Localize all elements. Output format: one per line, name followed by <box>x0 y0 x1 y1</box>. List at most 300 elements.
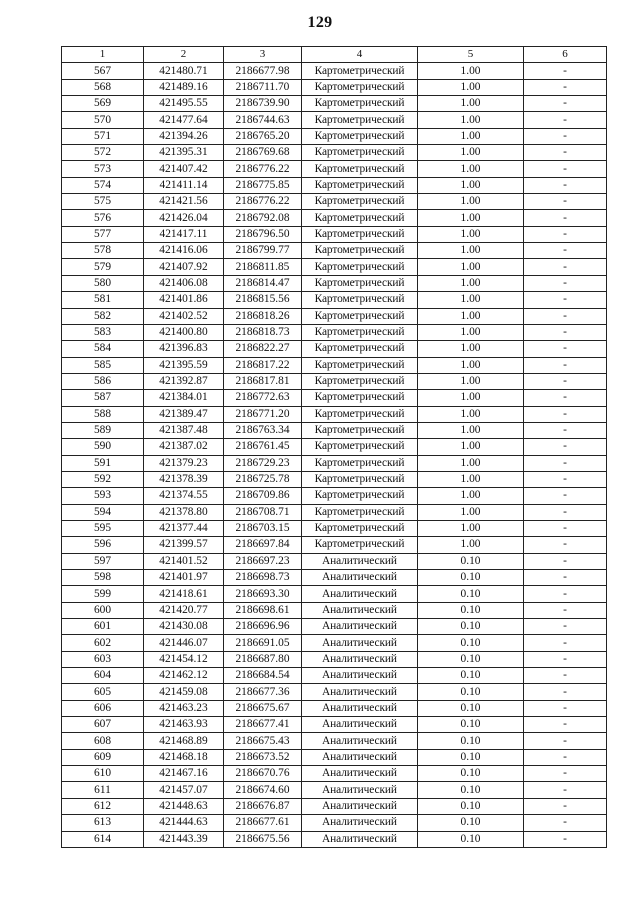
table-row <box>62 161 607 177</box>
y-coordinate-cell: 2186696.96 <box>224 619 302 635</box>
method-cell: Аналитический <box>302 684 418 700</box>
note-cell: - <box>524 749 607 765</box>
point-number-cell: 587 <box>62 390 144 406</box>
table-row <box>62 668 607 684</box>
y-coordinate-cell: 2186776.22 <box>224 194 302 210</box>
y-coordinate-cell: 2186675.56 <box>224 831 302 847</box>
accuracy-cell: 1.00 <box>418 79 524 95</box>
note-cell: - <box>524 96 607 112</box>
point-number-cell: 613 <box>62 815 144 831</box>
point-number-cell: 588 <box>62 406 144 422</box>
method-cell: Аналитический <box>302 717 418 733</box>
method-cell: Картометрический <box>302 210 418 226</box>
table-row <box>62 390 607 406</box>
y-coordinate-cell: 2186818.73 <box>224 324 302 340</box>
y-coordinate-cell: 2186677.61 <box>224 815 302 831</box>
note-cell: - <box>524 504 607 520</box>
x-coordinate-cell: 421446.07 <box>144 635 224 651</box>
table-row <box>62 749 607 765</box>
x-coordinate-cell: 421495.55 <box>144 96 224 112</box>
note-cell: - <box>524 439 607 455</box>
table-row <box>62 96 607 112</box>
x-coordinate-cell: 421377.44 <box>144 520 224 536</box>
method-cell: Аналитический <box>302 700 418 716</box>
table-row <box>62 63 607 79</box>
point-number-cell: 602 <box>62 635 144 651</box>
point-number-cell: 573 <box>62 161 144 177</box>
method-cell: Картометрический <box>302 63 418 79</box>
accuracy-cell: 0.10 <box>418 684 524 700</box>
note-cell: - <box>524 602 607 618</box>
accuracy-cell: 1.00 <box>418 504 524 520</box>
accuracy-cell: 1.00 <box>418 243 524 259</box>
x-coordinate-cell: 421459.08 <box>144 684 224 700</box>
point-number-cell: 614 <box>62 831 144 847</box>
accuracy-cell: 1.00 <box>418 177 524 193</box>
method-cell: Аналитический <box>302 570 418 586</box>
table-row <box>62 570 607 586</box>
point-number-cell: 568 <box>62 79 144 95</box>
note-cell: - <box>524 243 607 259</box>
accuracy-cell: 0.10 <box>418 717 524 733</box>
table-row <box>62 145 607 161</box>
table-row <box>62 226 607 242</box>
point-number-cell: 605 <box>62 684 144 700</box>
table-row <box>62 520 607 536</box>
table-row <box>62 602 607 618</box>
method-cell: Картометрический <box>302 439 418 455</box>
method-cell: Картометрический <box>302 488 418 504</box>
y-coordinate-cell: 2186709.86 <box>224 488 302 504</box>
accuracy-cell: 1.00 <box>418 488 524 504</box>
point-number-cell: 590 <box>62 439 144 455</box>
y-coordinate-cell: 2186811.85 <box>224 259 302 275</box>
method-cell: Картометрический <box>302 390 418 406</box>
point-number-cell: 580 <box>62 275 144 291</box>
method-cell: Картометрический <box>302 520 418 536</box>
point-number-cell: 597 <box>62 553 144 569</box>
table-row <box>62 341 607 357</box>
point-number-cell: 583 <box>62 324 144 340</box>
x-coordinate-cell: 421401.97 <box>144 570 224 586</box>
table-row <box>62 439 607 455</box>
accuracy-cell: 0.10 <box>418 733 524 749</box>
x-coordinate-cell: 421480.71 <box>144 63 224 79</box>
note-cell: - <box>524 782 607 798</box>
method-cell: Аналитический <box>302 831 418 847</box>
y-coordinate-cell: 2186725.78 <box>224 471 302 487</box>
accuracy-cell: 1.00 <box>418 308 524 324</box>
table-row <box>62 210 607 226</box>
accuracy-cell: 1.00 <box>418 275 524 291</box>
accuracy-cell: 0.10 <box>418 635 524 651</box>
accuracy-cell: 1.00 <box>418 112 524 128</box>
accuracy-cell: 0.10 <box>418 570 524 586</box>
method-cell: Картометрический <box>302 243 418 259</box>
x-coordinate-cell: 421426.04 <box>144 210 224 226</box>
point-number-cell: 572 <box>62 145 144 161</box>
note-cell: - <box>524 145 607 161</box>
method-cell: Картометрический <box>302 308 418 324</box>
method-cell: Аналитический <box>302 602 418 618</box>
method-cell: Аналитический <box>302 635 418 651</box>
y-coordinate-cell: 2186765.20 <box>224 128 302 144</box>
point-number-cell: 592 <box>62 471 144 487</box>
method-cell: Картометрический <box>302 455 418 471</box>
note-cell: - <box>524 194 607 210</box>
header-cell: 5 <box>418 47 524 63</box>
table-row <box>62 259 607 275</box>
x-coordinate-cell: 421384.01 <box>144 390 224 406</box>
point-number-cell: 581 <box>62 292 144 308</box>
x-coordinate-cell: 421468.18 <box>144 749 224 765</box>
table-row <box>62 275 607 291</box>
point-number-cell: 594 <box>62 504 144 520</box>
method-cell: Аналитический <box>302 553 418 569</box>
note-cell: - <box>524 455 607 471</box>
accuracy-cell: 0.10 <box>418 782 524 798</box>
x-coordinate-cell: 421400.80 <box>144 324 224 340</box>
header-cell: 3 <box>224 47 302 63</box>
table-row <box>62 471 607 487</box>
note-cell: - <box>524 733 607 749</box>
note-cell: - <box>524 341 607 357</box>
method-cell: Картометрический <box>302 471 418 487</box>
accuracy-cell: 0.10 <box>418 651 524 667</box>
point-number-cell: 606 <box>62 700 144 716</box>
y-coordinate-cell: 2186691.05 <box>224 635 302 651</box>
table-row <box>62 586 607 602</box>
y-coordinate-cell: 2186775.85 <box>224 177 302 193</box>
header-cell: 6 <box>524 47 607 63</box>
y-coordinate-cell: 2186776.22 <box>224 161 302 177</box>
note-cell: - <box>524 815 607 831</box>
method-cell: Аналитический <box>302 619 418 635</box>
note-cell: - <box>524 684 607 700</box>
accuracy-cell: 0.10 <box>418 586 524 602</box>
point-number-cell: 603 <box>62 651 144 667</box>
note-cell: - <box>524 112 607 128</box>
y-coordinate-cell: 2186676.87 <box>224 798 302 814</box>
table-row <box>62 766 607 782</box>
note-cell: - <box>524 324 607 340</box>
y-coordinate-cell: 2186677.36 <box>224 684 302 700</box>
y-coordinate-cell: 2186792.08 <box>224 210 302 226</box>
y-coordinate-cell: 2186708.71 <box>224 504 302 520</box>
x-coordinate-cell: 421467.16 <box>144 766 224 782</box>
accuracy-cell: 1.00 <box>418 292 524 308</box>
table-row <box>62 422 607 438</box>
note-cell: - <box>524 520 607 536</box>
accuracy-cell: 1.00 <box>418 96 524 112</box>
note-cell: - <box>524 635 607 651</box>
point-number-cell: 577 <box>62 226 144 242</box>
table-row <box>62 308 607 324</box>
accuracy-cell: 1.00 <box>418 390 524 406</box>
point-number-cell: 598 <box>62 570 144 586</box>
table-row <box>62 635 607 651</box>
method-cell: Аналитический <box>302 766 418 782</box>
method-cell: Картометрический <box>302 96 418 112</box>
accuracy-cell: 1.00 <box>418 145 524 161</box>
point-number-cell: 589 <box>62 422 144 438</box>
x-coordinate-cell: 421421.56 <box>144 194 224 210</box>
table-row <box>62 553 607 569</box>
y-coordinate-cell: 2186687.80 <box>224 651 302 667</box>
note-cell: - <box>524 798 607 814</box>
coordinates-table <box>61 46 607 848</box>
y-coordinate-cell: 2186677.41 <box>224 717 302 733</box>
table-row <box>62 782 607 798</box>
table-row <box>62 537 607 553</box>
header-cell: 4 <box>302 47 418 63</box>
method-cell: Аналитический <box>302 733 418 749</box>
accuracy-cell: 1.00 <box>418 373 524 389</box>
x-coordinate-cell: 421463.93 <box>144 717 224 733</box>
method-cell: Картометрический <box>302 373 418 389</box>
point-number-cell: 601 <box>62 619 144 635</box>
table-row <box>62 488 607 504</box>
y-coordinate-cell: 2186818.26 <box>224 308 302 324</box>
x-coordinate-cell: 421401.86 <box>144 292 224 308</box>
method-cell: Картометрический <box>302 112 418 128</box>
x-coordinate-cell: 421457.07 <box>144 782 224 798</box>
note-cell: - <box>524 831 607 847</box>
note-cell: - <box>524 226 607 242</box>
y-coordinate-cell: 2186817.81 <box>224 373 302 389</box>
y-coordinate-cell: 2186711.70 <box>224 79 302 95</box>
x-coordinate-cell: 421407.42 <box>144 161 224 177</box>
y-coordinate-cell: 2186822.27 <box>224 341 302 357</box>
table-row <box>62 243 607 259</box>
point-number-cell: 593 <box>62 488 144 504</box>
y-coordinate-cell: 2186739.90 <box>224 96 302 112</box>
y-coordinate-cell: 2186698.61 <box>224 602 302 618</box>
x-coordinate-cell: 421468.89 <box>144 733 224 749</box>
table-header-row <box>62 47 607 63</box>
note-cell: - <box>524 79 607 95</box>
note-cell: - <box>524 161 607 177</box>
table-row <box>62 798 607 814</box>
table-row <box>62 700 607 716</box>
method-cell: Картометрический <box>302 422 418 438</box>
method-cell: Картометрический <box>302 177 418 193</box>
note-cell: - <box>524 177 607 193</box>
accuracy-cell: 1.00 <box>418 357 524 373</box>
table-row <box>62 177 607 193</box>
note-cell: - <box>524 471 607 487</box>
accuracy-cell: 1.00 <box>418 341 524 357</box>
x-coordinate-cell: 421401.52 <box>144 553 224 569</box>
y-coordinate-cell: 2186675.43 <box>224 733 302 749</box>
table-row <box>62 455 607 471</box>
x-coordinate-cell: 421378.80 <box>144 504 224 520</box>
point-number-cell: 612 <box>62 798 144 814</box>
note-cell: - <box>524 259 607 275</box>
x-coordinate-cell: 421395.59 <box>144 357 224 373</box>
y-coordinate-cell: 2186817.22 <box>224 357 302 373</box>
method-cell: Аналитический <box>302 668 418 684</box>
method-cell: Картометрический <box>302 504 418 520</box>
point-number-cell: 586 <box>62 373 144 389</box>
table-row <box>62 815 607 831</box>
y-coordinate-cell: 2186697.23 <box>224 553 302 569</box>
header-cell: 1 <box>62 47 144 63</box>
point-number-cell: 571 <box>62 128 144 144</box>
point-number-cell: 585 <box>62 357 144 373</box>
accuracy-cell: 1.00 <box>418 471 524 487</box>
method-cell: Аналитический <box>302 815 418 831</box>
point-number-cell: 600 <box>62 602 144 618</box>
x-coordinate-cell: 421416.06 <box>144 243 224 259</box>
method-cell: Картометрический <box>302 194 418 210</box>
point-number-cell: 591 <box>62 455 144 471</box>
point-number-cell: 609 <box>62 749 144 765</box>
x-coordinate-cell: 421378.39 <box>144 471 224 487</box>
point-number-cell: 584 <box>62 341 144 357</box>
header-cell: 2 <box>144 47 224 63</box>
x-coordinate-cell: 421406.08 <box>144 275 224 291</box>
x-coordinate-cell: 421374.55 <box>144 488 224 504</box>
y-coordinate-cell: 2186799.77 <box>224 243 302 259</box>
accuracy-cell: 1.00 <box>418 161 524 177</box>
point-number-cell: 575 <box>62 194 144 210</box>
point-number-cell: 570 <box>62 112 144 128</box>
note-cell: - <box>524 292 607 308</box>
x-coordinate-cell: 421443.39 <box>144 831 224 847</box>
y-coordinate-cell: 2186703.15 <box>224 520 302 536</box>
y-coordinate-cell: 2186674.60 <box>224 782 302 798</box>
y-coordinate-cell: 2186697.84 <box>224 537 302 553</box>
accuracy-cell: 0.10 <box>418 553 524 569</box>
x-coordinate-cell: 421395.31 <box>144 145 224 161</box>
table-row <box>62 831 607 847</box>
note-cell: - <box>524 422 607 438</box>
accuracy-cell: 1.00 <box>418 520 524 536</box>
table-row <box>62 194 607 210</box>
accuracy-cell: 0.10 <box>418 815 524 831</box>
method-cell: Аналитический <box>302 749 418 765</box>
method-cell: Картометрический <box>302 357 418 373</box>
x-coordinate-cell: 421417.11 <box>144 226 224 242</box>
method-cell: Аналитический <box>302 782 418 798</box>
x-coordinate-cell: 421392.87 <box>144 373 224 389</box>
method-cell: Картометрический <box>302 406 418 422</box>
x-coordinate-cell: 421399.57 <box>144 537 224 553</box>
y-coordinate-cell: 2186769.68 <box>224 145 302 161</box>
accuracy-cell: 1.00 <box>418 406 524 422</box>
y-coordinate-cell: 2186693.30 <box>224 586 302 602</box>
table-row <box>62 128 607 144</box>
accuracy-cell: 0.10 <box>418 798 524 814</box>
accuracy-cell: 1.00 <box>418 128 524 144</box>
accuracy-cell: 1.00 <box>418 455 524 471</box>
note-cell: - <box>524 275 607 291</box>
note-cell: - <box>524 570 607 586</box>
x-coordinate-cell: 421420.77 <box>144 602 224 618</box>
note-cell: - <box>524 586 607 602</box>
x-coordinate-cell: 421379.23 <box>144 455 224 471</box>
point-number-cell: 576 <box>62 210 144 226</box>
note-cell: - <box>524 717 607 733</box>
y-coordinate-cell: 2186761.45 <box>224 439 302 455</box>
method-cell: Аналитический <box>302 586 418 602</box>
method-cell: Картометрический <box>302 259 418 275</box>
accuracy-cell: 0.10 <box>418 831 524 847</box>
x-coordinate-cell: 421389.47 <box>144 406 224 422</box>
point-number-cell: 579 <box>62 259 144 275</box>
accuracy-cell: 0.10 <box>418 619 524 635</box>
x-coordinate-cell: 421418.61 <box>144 586 224 602</box>
table-row <box>62 684 607 700</box>
table-row <box>62 651 607 667</box>
accuracy-cell: 1.00 <box>418 537 524 553</box>
x-coordinate-cell: 421463.23 <box>144 700 224 716</box>
y-coordinate-cell: 2186772.63 <box>224 390 302 406</box>
y-coordinate-cell: 2186698.73 <box>224 570 302 586</box>
point-number-cell: 604 <box>62 668 144 684</box>
point-number-cell: 578 <box>62 243 144 259</box>
table-row <box>62 373 607 389</box>
accuracy-cell: 0.10 <box>418 700 524 716</box>
x-coordinate-cell: 421430.08 <box>144 619 224 635</box>
method-cell: Аналитический <box>302 651 418 667</box>
note-cell: - <box>524 766 607 782</box>
table-body <box>62 63 607 848</box>
accuracy-cell: 1.00 <box>418 422 524 438</box>
method-cell: Картометрический <box>302 292 418 308</box>
note-cell: - <box>524 308 607 324</box>
table-row <box>62 619 607 635</box>
page-number: 129 <box>307 14 333 31</box>
point-number-cell: 567 <box>62 63 144 79</box>
y-coordinate-cell: 2186744.63 <box>224 112 302 128</box>
method-cell: Картометрический <box>302 161 418 177</box>
method-cell: Картометрический <box>302 324 418 340</box>
y-coordinate-cell: 2186673.52 <box>224 749 302 765</box>
method-cell: Картометрический <box>302 341 418 357</box>
y-coordinate-cell: 2186815.56 <box>224 292 302 308</box>
point-number-cell: 582 <box>62 308 144 324</box>
method-cell: Картометрический <box>302 537 418 553</box>
table-row <box>62 717 607 733</box>
y-coordinate-cell: 2186675.67 <box>224 700 302 716</box>
accuracy-cell: 1.00 <box>418 210 524 226</box>
note-cell: - <box>524 537 607 553</box>
x-coordinate-cell: 421489.16 <box>144 79 224 95</box>
y-coordinate-cell: 2186684.54 <box>224 668 302 684</box>
y-coordinate-cell: 2186814.47 <box>224 275 302 291</box>
y-coordinate-cell: 2186796.50 <box>224 226 302 242</box>
x-coordinate-cell: 421411.14 <box>144 177 224 193</box>
x-coordinate-cell: 421394.26 <box>144 128 224 144</box>
point-number-cell: 595 <box>62 520 144 536</box>
y-coordinate-cell: 2186763.34 <box>224 422 302 438</box>
table-row <box>62 112 607 128</box>
table-row <box>62 406 607 422</box>
point-number-cell: 610 <box>62 766 144 782</box>
point-number-cell: 596 <box>62 537 144 553</box>
note-cell: - <box>524 210 607 226</box>
x-coordinate-cell: 421396.83 <box>144 341 224 357</box>
point-number-cell: 599 <box>62 586 144 602</box>
y-coordinate-cell: 2186729.23 <box>224 455 302 471</box>
method-cell: Картометрический <box>302 79 418 95</box>
point-number-cell: 611 <box>62 782 144 798</box>
note-cell: - <box>524 390 607 406</box>
method-cell: Аналитический <box>302 798 418 814</box>
x-coordinate-cell: 421407.92 <box>144 259 224 275</box>
